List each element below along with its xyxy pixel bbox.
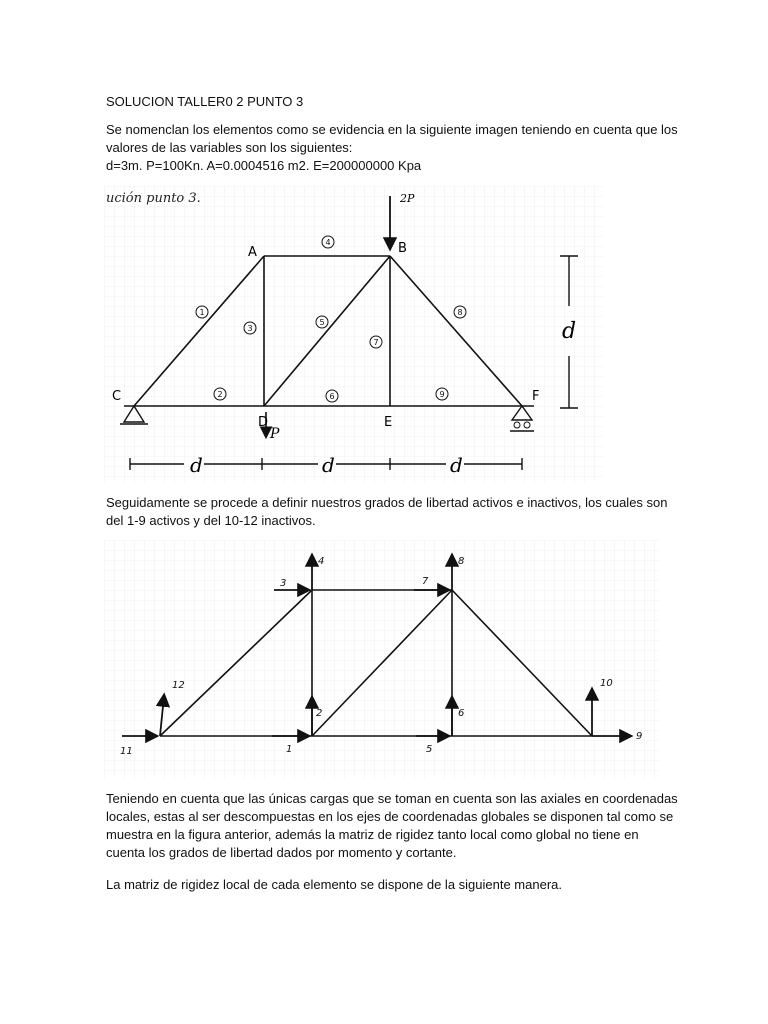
dof-paragraph: [106, 494, 666, 530]
span-label-1: d: [190, 453, 203, 477]
node-b-label: B: [398, 241, 407, 256]
truss-element-figure: [104, 186, 604, 482]
stiffness-paragraph: La matriz de rigidez local de cada elemento se dispone de la siguiente manera.: [106, 877, 562, 892]
dof-2-label: 2: [316, 708, 323, 719]
element-8-number: 8: [457, 308, 463, 317]
variables-line: d=3m. P=100Kn. A=0.0004516 m2. E=200000000 Kpa: [106, 158, 422, 173]
dof-11-label: 11: [120, 746, 133, 757]
loads-line-3: muestra en la figura anterior, además la matriz de rigidez tanto local como global no tiene en: [106, 827, 639, 842]
node-c-label: C: [112, 389, 122, 404]
span-label-2: d: [322, 453, 335, 477]
node-f-label: F: [532, 389, 540, 404]
grid-paper: [104, 186, 604, 482]
dof-figure: [104, 540, 660, 778]
dof-9-label: 9: [636, 731, 643, 742]
dof-1-label: 1: [286, 744, 293, 755]
element-7-number: 7: [373, 338, 379, 347]
intro-line-1: Se nomenclan los elementos como se evidencia en la siguiente imagen teniendo en cuenta que los: [106, 122, 678, 137]
loads-line-1: Teniendo en cuenta que las únicas cargas que se toman en cuenta son las axiales en coordenadas: [106, 791, 678, 806]
height-dimension-label: d: [562, 319, 577, 344]
node-d-label: D: [258, 415, 269, 430]
dof-5-label: 5: [426, 744, 433, 755]
loads-line-4: cuenta los grados de libertad dados por momento y cortante.: [106, 845, 457, 860]
document-title: SOLUCION TALLER0 2 PUNTO 3: [106, 94, 304, 109]
dof-6-label: 6: [458, 708, 465, 719]
loads-paragraph: [106, 790, 678, 862]
loads-line-2: locales, estas al ser descompuestas en los ejes de coordenadas globales se disponen tal como se: [106, 809, 674, 824]
element-5-number: 5: [319, 318, 325, 327]
node-e-label: E: [384, 415, 393, 430]
span-label-3: d: [450, 453, 463, 477]
dof-line-1: Seguidamente se procede a definir nuestros grados de libertad activos e inactivos, los cuales son: [106, 495, 668, 510]
element-3-number: 3: [247, 324, 253, 333]
dof-8-label: 8: [458, 556, 465, 567]
load-label-2p: 2P: [400, 192, 415, 205]
dof-4-label: 4: [318, 556, 325, 567]
dof-7-label: 7: [422, 576, 429, 587]
element-2-number: 2: [217, 390, 223, 399]
dof-3-label: 3: [280, 578, 287, 589]
dof-12-label: 12: [172, 680, 185, 691]
element-9-number: 9: [439, 390, 445, 399]
element-4-number: 4: [325, 238, 331, 247]
load-label-p: P: [270, 426, 280, 442]
element-1-number: 1: [199, 308, 205, 317]
element-6-number: 6: [329, 392, 335, 401]
grid-paper-2: [104, 540, 660, 778]
intro-line-2: valores de las variables son los siguientes:: [106, 140, 353, 155]
figure-heading: ución punto 3.: [106, 191, 201, 206]
intro-paragraph: [106, 121, 678, 175]
dof-line-2: del 1-9 activos y del 10-12 inactivos.: [106, 513, 316, 528]
node-a-label: A: [248, 245, 257, 260]
dof-10-label: 10: [600, 678, 613, 689]
